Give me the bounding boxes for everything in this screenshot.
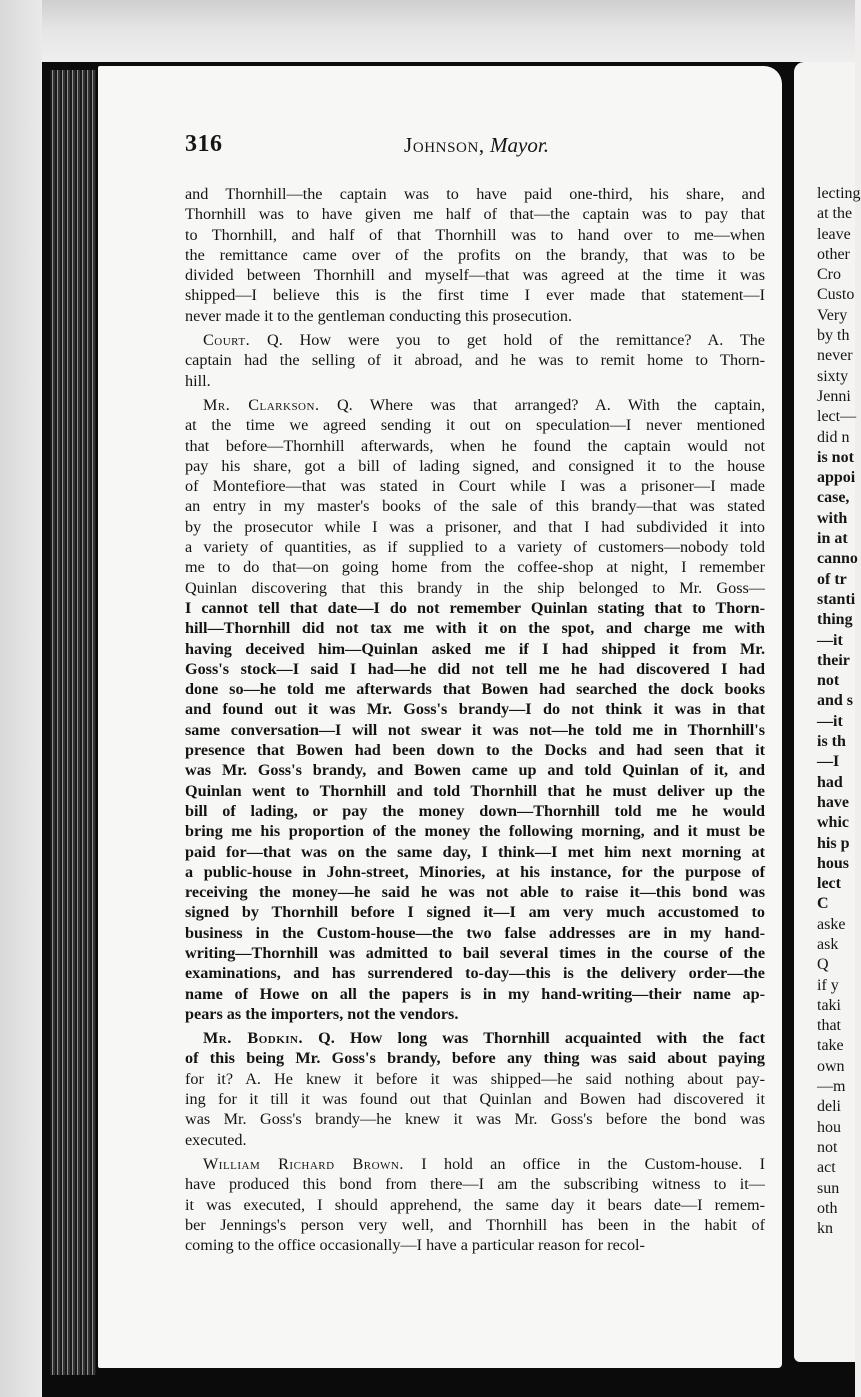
facing-page-fragment: hous (817, 854, 850, 872)
facing-page-fragment: own (817, 1057, 845, 1075)
facing-page-fragment: leave (817, 225, 851, 243)
text-line (185, 204, 765, 224)
text-line (185, 1174, 765, 1194)
text-line (185, 1235, 765, 1255)
text-line (185, 395, 765, 415)
page-number: 316 (185, 131, 223, 157)
line-text: a public-house in John-street, Minories, at his instance, for the purpose of (185, 862, 765, 881)
facing-page-fragment: by th (817, 327, 850, 345)
text-line (185, 1154, 765, 1174)
facing-page-fragment: his p (817, 834, 850, 852)
speaker-label: Mr. Bodkin. (203, 1029, 304, 1048)
text-line (185, 862, 765, 882)
line-text: name of Howe on all the papers is in my hand-writing—their name ap- (185, 984, 765, 1003)
running-title-name: Johnson, (404, 133, 485, 157)
line-text: business in the Custom-house—the two false addresses are in my hand- (185, 923, 765, 942)
facing-page-fragment: sixty (817, 367, 849, 385)
line-text: and found out it was Mr. Goss's brandy—I do not think it was in that (185, 700, 765, 719)
facing-page-fragment: sun (817, 1179, 840, 1197)
text-line (185, 350, 765, 370)
line-text: having deceived him—Quinlan asked me if I had shipped it from Mr. (185, 639, 765, 658)
text-line (185, 1195, 765, 1215)
text-line (185, 923, 765, 943)
line-text: it was executed, I should apprehend, the same day it bears date—I remem- (185, 1195, 765, 1214)
text-line (185, 740, 765, 760)
facing-page-fragment: canno (817, 550, 858, 568)
facing-page-fragment: their (817, 651, 850, 669)
line-text: at the time we agreed sending it out on speculation—I never mentioned (185, 416, 765, 435)
facing-page-fragment: hou (817, 1118, 841, 1136)
line-text: executed. (185, 1130, 247, 1149)
text-line (185, 557, 765, 577)
text-line (185, 1089, 765, 1109)
facing-page-fragment: case, (817, 489, 850, 507)
line-text: the remittance came over of the profits on the brandy, that was to be (185, 245, 765, 264)
facing-page-fragment: Q (817, 956, 829, 974)
line-text: done so—he told me afterwards that Bowen had searched the dock books (185, 680, 765, 699)
line-text: hill—Thornhill did not tax me with it on the spot, and charge me with (185, 619, 765, 638)
facing-page-fragment: whic (817, 814, 849, 832)
text-line (185, 963, 765, 983)
line-text: that before—Thornhill afterwards, when he found the captain would not (185, 436, 765, 455)
line-text: ber Jennings's person very well, and Thornhill has been in the habit of (185, 1215, 765, 1234)
facing-page-fragment: is not (817, 448, 854, 466)
facing-page-fragment: stanti (817, 590, 856, 608)
scan-background-left (0, 0, 42, 1397)
text-line (185, 943, 765, 963)
line-text: Quinlan went to Thornhill and told Thornhill that he must deliver up the (185, 781, 765, 800)
facing-page-fragment: —m (817, 1078, 846, 1096)
page-body-text (185, 184, 765, 1255)
facing-page-fragment: kn (817, 1220, 833, 1238)
text-line (185, 679, 765, 699)
line-text: I hold an office in the Custom-house. I (421, 1154, 766, 1173)
line-text: Q. Where was that arranged? A. With the captain, (336, 395, 766, 414)
facing-page-fragment: of tr (817, 570, 847, 588)
facing-page-fragment: take (817, 1037, 844, 1055)
facing-page-fragment: C (817, 895, 829, 913)
facing-page-fragment: Cro (817, 266, 841, 284)
text-line (185, 265, 765, 285)
facing-page-fragment: Custo (817, 286, 855, 304)
facing-page-fragment: is th (817, 733, 846, 751)
facing-page-fragment: never (817, 347, 853, 365)
line-text: captain had the selling of it abroad, and he was to remit home to Thorn- (185, 351, 765, 370)
text-line (185, 578, 765, 598)
line-text: writing—Thornhill was admitted to bail several times in the course of the (185, 943, 765, 962)
line-text: Quinlan discovering that this brandy in the ship belonged to Mr. Goss— (185, 578, 765, 597)
text-line (185, 456, 765, 476)
speaker-label: Court. (203, 331, 251, 350)
line-text: and Thornhill—the captain was to have paid one-third, his share, and (185, 185, 765, 203)
line-text: paid for—that was on the same day, I think—I met him next morning at (185, 842, 765, 861)
line-text: me to do that—on going home from the coffee-shop at night, I remember (185, 558, 765, 577)
running-title-office: Mayor. (490, 133, 549, 157)
text-line (185, 639, 765, 659)
page-header (185, 131, 768, 161)
line-text: pears as the importers, not the vendors. (185, 1004, 459, 1023)
text-line (185, 1109, 765, 1129)
facing-page-fragment: ask (817, 935, 839, 953)
text-line (185, 496, 765, 516)
line-text: hill. (185, 371, 211, 390)
facing-page-fragment: act (817, 1159, 836, 1177)
facing-page-fragments (817, 184, 861, 1239)
facing-page-fragment: with (817, 509, 848, 527)
facing-page-fragment: Jenni (817, 387, 851, 405)
line-text: to Thornhill, and half of that Thornhill was to hand over to me—when (185, 225, 765, 244)
line-text: of this being Mr. Goss's brandy, before any thing was said about paying (185, 1049, 765, 1068)
line-text: receiving the money—he said he was not able to raise it—this bond was (185, 883, 765, 902)
line-text: same conversation—I will not swear it was not—he told me in Thornhill's (185, 720, 765, 739)
text-line (185, 1130, 765, 1150)
text-line (185, 285, 765, 305)
facing-page-fragment: appoi (817, 469, 856, 487)
text-line (185, 184, 765, 204)
text-line (185, 1004, 765, 1024)
line-text: I cannot tell that date—I do not remember Quinlan stating that to Thorn- (185, 598, 765, 617)
text-line (185, 659, 765, 679)
line-text: was Mr. Goss's brandy—he knew it was Mr. Goss's before the bond was (185, 1110, 765, 1129)
scan-background-top (0, 0, 855, 70)
line-text: bring me his proportion of the money the following morning, and it must be (185, 822, 765, 841)
facing-page-fragment: that (817, 1017, 841, 1035)
text-line (185, 1028, 765, 1048)
text-line (185, 801, 765, 821)
text-line (185, 882, 765, 902)
text-line (185, 436, 765, 456)
line-text: Goss's stock—I said I had—he did not tell me he had discovered I had (185, 659, 765, 678)
line-text: Thornhill was to have given me half of that—the captain was to pay that (185, 205, 765, 224)
text-line (185, 720, 765, 740)
facing-page-fragment: not (817, 1138, 838, 1156)
line-text: for it? A. He knew it before it was shipped—he said nothing about pay- (185, 1069, 765, 1088)
speaker-label: Mr. Clarkson. (203, 395, 320, 414)
facing-page-fragment: —I (817, 753, 840, 771)
facing-page-fragment: had (817, 773, 843, 791)
facing-page-fragment: taki (817, 996, 841, 1014)
line-text: presence that Bowen had been down to the Docks and had seen that it (185, 741, 765, 760)
facing-page-fragment: did n (817, 428, 850, 446)
facing-page-edge (794, 62, 861, 1362)
text-line (185, 699, 765, 719)
line-text: bill of lading, or pay the money down—Thornhill told me he would (185, 801, 765, 820)
facing-page-fragment: lect— (817, 408, 857, 426)
page-edges (50, 70, 96, 1375)
text-line (185, 1215, 765, 1235)
line-text: a variety of quantities, as if supplied to a variety of customers—nobody told (185, 538, 765, 557)
text-line (185, 306, 765, 326)
running-title (185, 133, 768, 158)
facing-page-fragment: at the (817, 205, 853, 223)
facing-page-fragment: —it (817, 631, 843, 649)
line-text: of Montefiore—that was stated in Court while I was a prisoner—I made (185, 477, 765, 496)
line-text: pay his share, got a bill of lading signed, and consigned it to the house (185, 456, 765, 475)
text-line (185, 984, 765, 1004)
line-text: ing for it till it was found out that Quinlan and Bowen had discovered it (185, 1090, 765, 1109)
text-line (185, 225, 765, 245)
text-line (185, 902, 765, 922)
text-line (185, 598, 765, 618)
text-line (185, 245, 765, 265)
text-line (185, 760, 765, 780)
facing-page-fragment: lect (817, 875, 841, 893)
line-text: Q. How were you to get hold of the remittance? A. The (267, 331, 765, 350)
text-line (185, 842, 765, 862)
facing-page-fragment: if y (817, 976, 839, 994)
facing-page-fragment: aske (817, 915, 846, 933)
line-text: have produced this bond from there—I am the subscribing witness to it— (185, 1175, 765, 1194)
line-text: coming to the office occasionally—I have a particular reason for recol- (185, 1236, 645, 1255)
facing-page-fragment: not (817, 672, 840, 690)
line-text: Q. How long was Thornhill acquainted with the fact (318, 1029, 765, 1048)
line-text: divided between Thornhill and myself—that was agreed at the time it was (185, 266, 765, 285)
line-text: shipped—I believe this is the first time I ever made that statement—I (185, 286, 765, 305)
text-line (185, 781, 765, 801)
facing-page-fragment: in at (817, 530, 848, 548)
facing-page-fragment: thing (817, 611, 853, 629)
text-line (185, 371, 765, 391)
text-line (185, 1048, 765, 1068)
line-text: an entry in my master's books of the sale of this brandy—that was stated (185, 497, 765, 516)
text-line (185, 517, 765, 537)
text-line (185, 1069, 765, 1089)
speaker-label: William Richard Brown. (203, 1154, 404, 1173)
facing-page-fragment: and s (817, 692, 854, 710)
facing-page-fragment: deli (817, 1098, 841, 1116)
text-line (185, 415, 765, 435)
facing-page-fragment: lecting (817, 185, 861, 202)
line-text: signed by Thornhill before I signed it—I am very much accustomed to (185, 903, 765, 922)
line-text: was Mr. Goss's brandy, and Bowen came up and told Quinlan of it, and (185, 761, 765, 780)
text-line (185, 330, 765, 350)
facing-page-fragment: other (817, 245, 850, 263)
line-text: examinations, and has surrendered to-day—this is the delivery order—the (185, 964, 765, 983)
text-line (185, 476, 765, 496)
facing-page-fragment: have (817, 793, 849, 811)
text-line (185, 537, 765, 557)
facing-page-fragment: oth (817, 1199, 838, 1217)
line-text: by the prosecutor while I was a prisoner, and that I had subdivided it into (185, 517, 765, 536)
facing-page-fragment: —it (817, 712, 843, 730)
line-text: never made it to the gentleman conducting this prosecution. (185, 306, 573, 325)
facing-page-fragment: Very (817, 306, 848, 324)
text-line (185, 821, 765, 841)
text-line (185, 618, 765, 638)
